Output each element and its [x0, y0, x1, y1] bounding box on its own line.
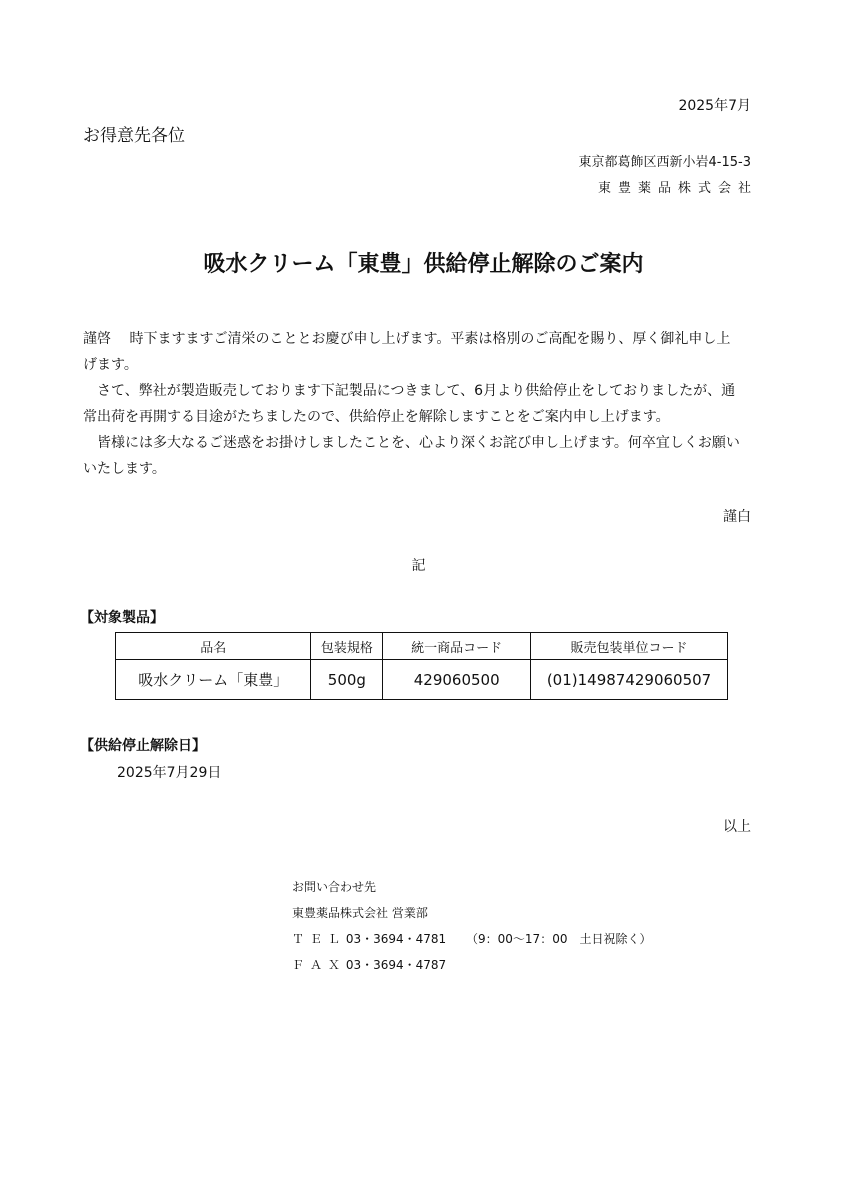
document-date: 2025年7月	[678, 98, 751, 114]
tel-number: 03・3694・4781	[345, 932, 447, 946]
business-hours: （9：00～17：00 土日祝除く）	[466, 932, 652, 946]
column-header-gtin: 販売包装単位コード	[531, 633, 728, 660]
table-header-row	[116, 633, 728, 660]
ki-marker: 記	[411, 558, 426, 574]
resume-date: 2025年7月29日	[117, 765, 222, 781]
contact-title: お問い合わせ先	[292, 880, 377, 894]
contact-department: 東豊薬品株式会社 営業部	[292, 906, 428, 920]
paragraph-announcement: さて、弊社が製造販売しております下記製品につきまして、6月より供給停止をしておりましたが、通常出荷を再開する目途がたちましたので、供給停止を解除しますことをご案内申し上げます。	[83, 383, 736, 425]
sender-company: 東豊薬品株式会社	[597, 181, 758, 196]
column-header-package: 包装規格	[311, 633, 383, 660]
cell-product-code: 429060500	[383, 660, 531, 700]
contact-tel-line	[292, 930, 651, 956]
fax-number: 03・3694・4787	[345, 958, 447, 972]
paragraph-apology: 皆様には多大なるご迷惑をお掛けしましたことを、心より深くお詫び申し上げます。何卒宜しくお願いいたします。	[83, 435, 740, 477]
products-table	[115, 632, 728, 700]
letter-body	[83, 326, 743, 482]
document-title: 吸水クリーム「東豊」供給停止解除のご案内	[203, 252, 644, 277]
cell-package: 500g	[311, 660, 383, 700]
products-heading: 【対象製品】	[80, 610, 164, 626]
fax-label: ＦＡＸ	[292, 958, 347, 972]
contact-block	[292, 878, 651, 982]
sender-address: 東京都葛飾区西新小岩4-15-3	[578, 155, 751, 170]
column-header-name: 品名	[116, 633, 311, 660]
table-row	[116, 660, 728, 700]
closing-word: 謹白	[723, 509, 751, 525]
paragraph-greeting: 謹啓 時下ますますご清栄のこととお慶び申し上げます。平素は格別のご高配を賜り、厚く御礼申し上げます。	[83, 331, 731, 373]
recipient: お得意先各位	[83, 126, 185, 146]
cell-product-name: 吸水クリーム「東豊」	[116, 660, 311, 700]
ijo-closing: 以上	[723, 819, 751, 835]
tel-label: ＴＥＬ	[292, 932, 347, 946]
resume-heading: 【供給停止解除日】	[80, 738, 206, 754]
cell-gtin: (01)14987429060507	[531, 660, 728, 700]
contact-fax-line	[292, 956, 651, 982]
column-header-product-code: 統一商品コード	[383, 633, 531, 660]
